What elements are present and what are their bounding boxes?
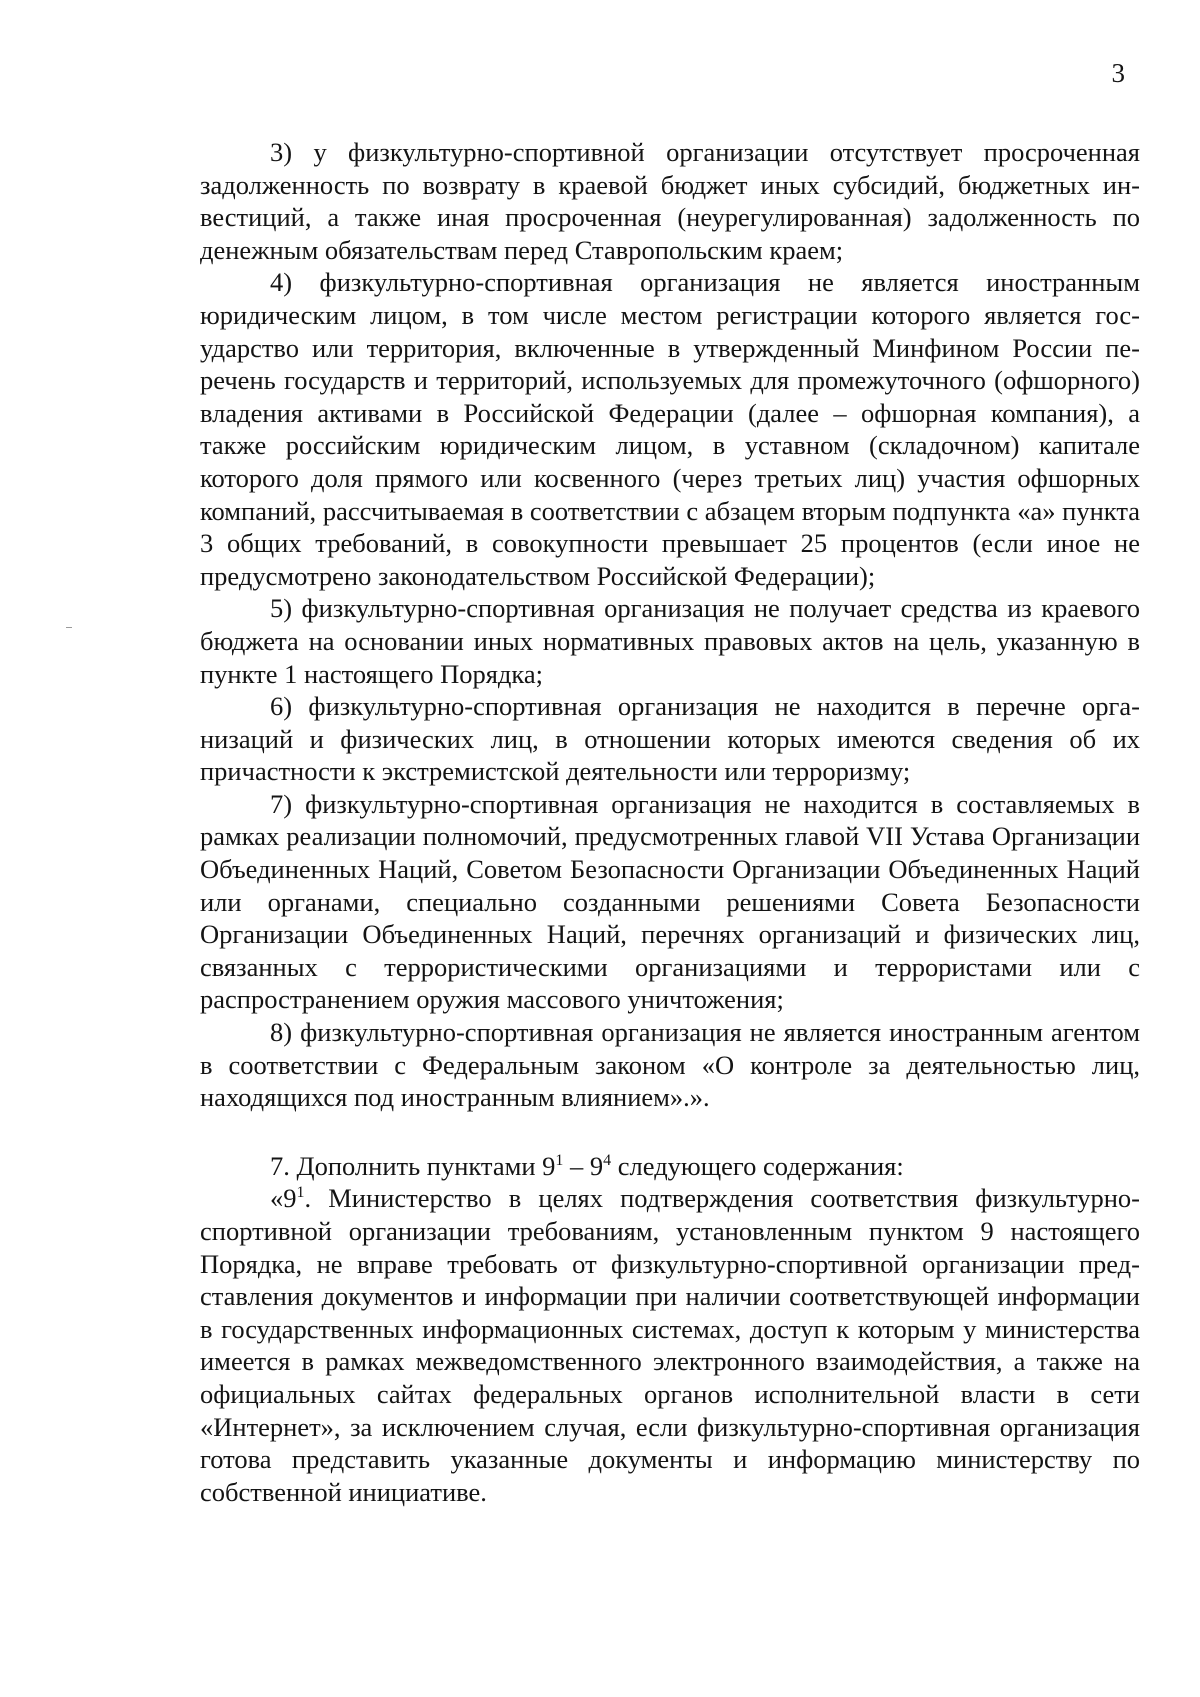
paragraph-item-3: 3) у физкультурно-спортивной организации отсутствует просроченная задолженность по возврату в краевой бюджет иных субсидий, бюджетных инвестиций, а также иная просроченная (неурегулированная) задолженность по денежным обязательствам перед Ставропольским краем; bbox=[200, 137, 1140, 265]
clause-9-1-open: «9 bbox=[270, 1183, 297, 1214]
section-7-dash: – 9 bbox=[563, 1150, 604, 1181]
page-number: 3 bbox=[1111, 58, 1125, 88]
section-7-lead: 7. Дополнить пунктами 9 bbox=[270, 1150, 556, 1181]
clause-9-1-sup: 1 bbox=[296, 1184, 305, 1202]
paragraph-item-8: 8) физкультурно-спортивная организация не является иностранным агентом в соответствии с Федеральным законом «О контроле за деятельностью лиц, находящихся под иностранным влиянием».». bbox=[200, 1017, 1140, 1113]
paragraph-item-6: 6) физкультурно-спортивная организация не находится в перечне организаций и физических лиц, в отношении которых имеются сведения об их причастности к экстремистской деятельности или терроризму; bbox=[200, 691, 1140, 787]
section-7-heading bbox=[200, 1150, 1140, 1183]
section-7-tail: следующего содержания: bbox=[611, 1150, 904, 1181]
paragraph-item-4: 4) физкультурно-спортивная организация не является иностранным юридическим лицом, в том числе местом регистрации которого является государство или территория, включенные в утвержденный Минфином России перечень государств и территорий, используемых для промежуточного (офшорного) владения активами в Российской Федерации (далее – офшорная компания), а также российским юридическим лицом, в уставном (складочном) капитале которого доля прямого или косвенного (через третьих лиц) участия офшорных компаний, рассчитываемая в соответствии с абзацем вторым подпункта «а» пункта 3 общих требований, в совокупности превышает 25 процентов (если иное не предусмотрено законодательством Российской Федерации); bbox=[200, 267, 1140, 591]
section-7-sup-a: 1 bbox=[555, 1151, 564, 1169]
document-body bbox=[200, 136, 1140, 1508]
section-7-sup-b: 4 bbox=[603, 1151, 612, 1169]
clause-9-1-text: . Министерство в целях подтверждения соответствия физкультурно-спортивной организации требованиям, установленным пунктом 9 настоящего Порядка, не вправе требовать от физкультурно-спортивной организации представления документов и информации при наличии соответствующей информации в государственных информационных системах, доступ к которым у министерства имеется в рамках межведомственного электронного взаимодействия, а также на официальных сайтах федеральных органов исполнительной власти в сети «Интернет», за исключением случая, если физкультурно-спортивная организация готова представить указанные документы и информацию министерству по собственной инициативе. bbox=[200, 1183, 1140, 1507]
margin-mark bbox=[66, 627, 72, 628]
clause-9-1 bbox=[200, 1182, 1140, 1508]
paragraph-item-5: 5) физкультурно-спортивная организация не получает средства из краевого бюджета на основании иных нормативных правовых актов на цель, указанную в пункте 1 настоящего Порядка; bbox=[200, 593, 1140, 689]
paragraph-item-7: 7) физкультурно-спортивная организация не находится в составляемых в рамках реализации полномочий, предусмотренных главой VII Устава Организации Объединенных Наций, Советом Безопасности Организации Объединенных Наций или органами, специально созданными решениями Совета Безопасности Организации Объединенных Наций, перечнях организаций и физических лиц, связанных с террористическими организациями и террористами или с распространением оружия массового уничтожения; bbox=[200, 788, 1140, 1015]
section-spacer bbox=[200, 1114, 1140, 1150]
